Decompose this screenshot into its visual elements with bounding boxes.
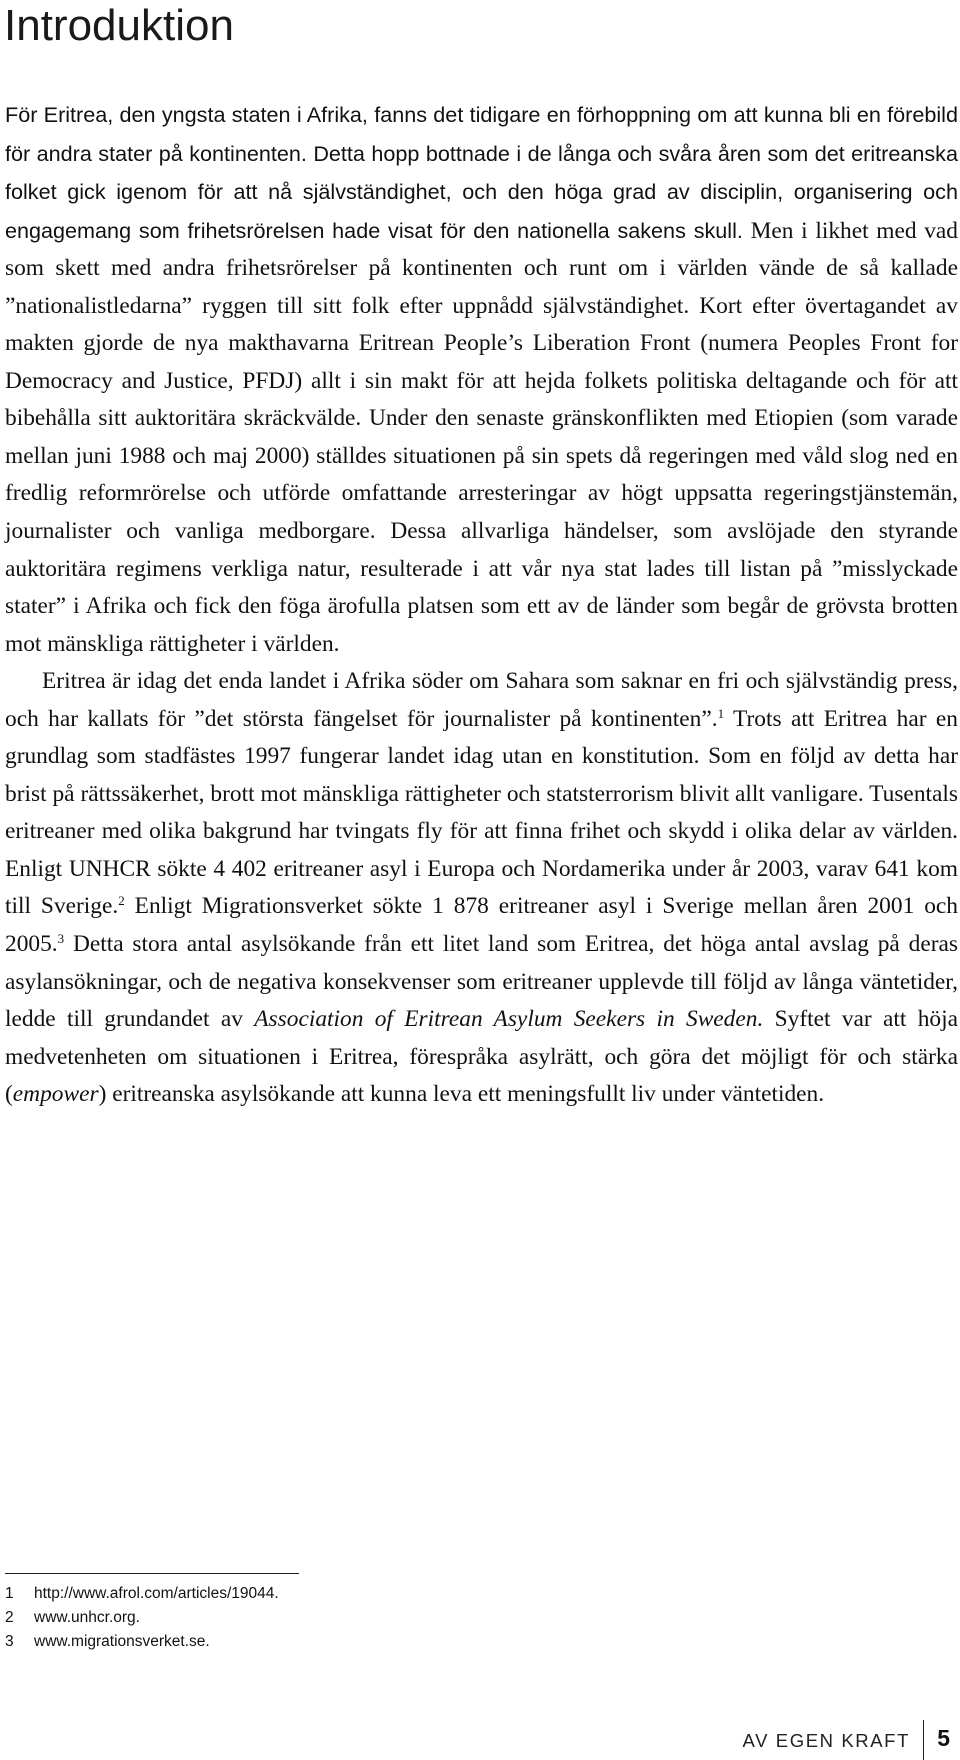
footnote-2: [5, 1606, 279, 1630]
paragraph-1-opening-run: För Eritrea, den yngsta staten i Afrika, fanns det tidigare en förhoppning om att kunna bli en förebild för andra stater på kontinenten. Detta hopp bottnade i de långa och svåra åren som det eritreanska folket gick igenom för att nå självständighet, och den höga grad av disciplin, organisering och engagemang som frihetsrörelsen hade visat för den nationella sakens skull.: [5, 102, 958, 243]
paragraph-2: [5, 663, 958, 1114]
paragraph-2-run-6: ) eritreanska asylsökande att kunna leva ett meningsfullt liv under väntetiden.: [98, 1081, 825, 1108]
paragraph-2-run-2: Trots att Eritrea har en grundlag som stadfästes 1997 fungerar landet idag utan en konstitution. Som en följd av detta har brist på rättssäkerhet, brott mot mänskliga rättigheter och statsterrorism blivit allt vanligare. Tusentals eritreaner med olika bakgrund har tvingats fly för att finna frihet och skydd i olika delar av världen. Enligt UNHCR sökte 4 402 eritreaner asyl i Europa och Nordamerika under år 2003, varav 641 kom till Sverige.: [5, 705, 958, 920]
paragraph-1-main-run: Men i likhet med vad som skett med andra frihetsrörelser på kontinenten och runt om i världen vände de så kallade ”nationalistledarna” ryggen till sitt folk efter uppnådd självständighet. Kort efter övertagandet av makten gjorde de nya makthavarna Eritrean People’s Liberation Front (numera Peoples Front for Democracy and Justice, PFDJ) allt i sin makt för att hejda folkets politiska deltagande och för att bibehålla sitt auktoritära skräckvälde. Under den senaste gränskonflikten med Etiopien (som varade mellan juni 1988 och maj 2000) ställdes situationen på sin spets då regeringen med våld slog ned en fredlig reformrörelse och utförde omfattande arresteringar av högt uppsatta regeringstjänstemän, journalister och vanliga medborgare. Dessa allvarliga händelser, som avslöjade den styrande auktoritära regimens verkliga natur, resulterade i att vår nya stat lades till listan på ”misslyckade stater” i Afrika och fick den föga ärofulla platsen som ett av de länder som begår de grövsta brotten mot mänskliga rättigheter i världen.: [5, 217, 958, 657]
footnote-ref-1: 1: [717, 705, 725, 721]
footnotes: [5, 1582, 279, 1654]
body-text: [5, 96, 958, 1114]
page-title: Introduktion: [4, 1, 234, 50]
empower-term: empower: [12, 1081, 99, 1108]
page-number: 5: [937, 1725, 950, 1751]
footnote-link[interactable]: www.unhcr.org.: [34, 1609, 140, 1626]
footnote-link[interactable]: www.migrationsverket.se.: [34, 1633, 210, 1650]
footnote-divider: [5, 1573, 299, 1574]
paragraph-2-run-1: Eritrea är idag det enda landet i Afrika söder om Sahara som saknar en fri och självständig press, och har kallats för ”det största fängelset för journalister på kontinenten”.: [5, 668, 958, 732]
footnote-ref-2: 2: [118, 893, 125, 909]
footnote-number: 3: [5, 1633, 14, 1650]
paragraph-2-run-4: Detta stora antal asylsökande från ett litet land som Eritrea, det höga antal avslag på deras asylansökningar, och de negativa konsekvenser som eritreaner upplevde till följd av långa väntetider, ledde till grundandet av: [5, 931, 958, 1033]
footnote-1: [5, 1582, 279, 1606]
paragraph-2-run-3: Enligt Migrationsverket sökte 1 878 eritreaner asyl i Sverige mellan åren 2001 och 2005.: [5, 893, 958, 958]
footnote-number: 1: [5, 1585, 14, 1602]
footnote-3: [5, 1630, 279, 1654]
footnote-number: 2: [5, 1609, 14, 1626]
organization-name: Association of Eritrean Asylum Seekers in Sweden.: [254, 1006, 764, 1033]
footer-divider: [923, 1720, 924, 1760]
running-title: AV EGEN KRAFT: [742, 1730, 910, 1751]
paragraph-1: [5, 96, 958, 663]
paragraph-2-run-5: Syftet var att höja medvetenheten om situationen i Eritrea, förespråka asylrätt, och göra det möjligt för och stärka (: [5, 1006, 959, 1108]
footnote-link[interactable]: http://www.afrol.com/articles/19044.: [34, 1585, 279, 1602]
footnote-ref-3: 3: [57, 931, 65, 947]
